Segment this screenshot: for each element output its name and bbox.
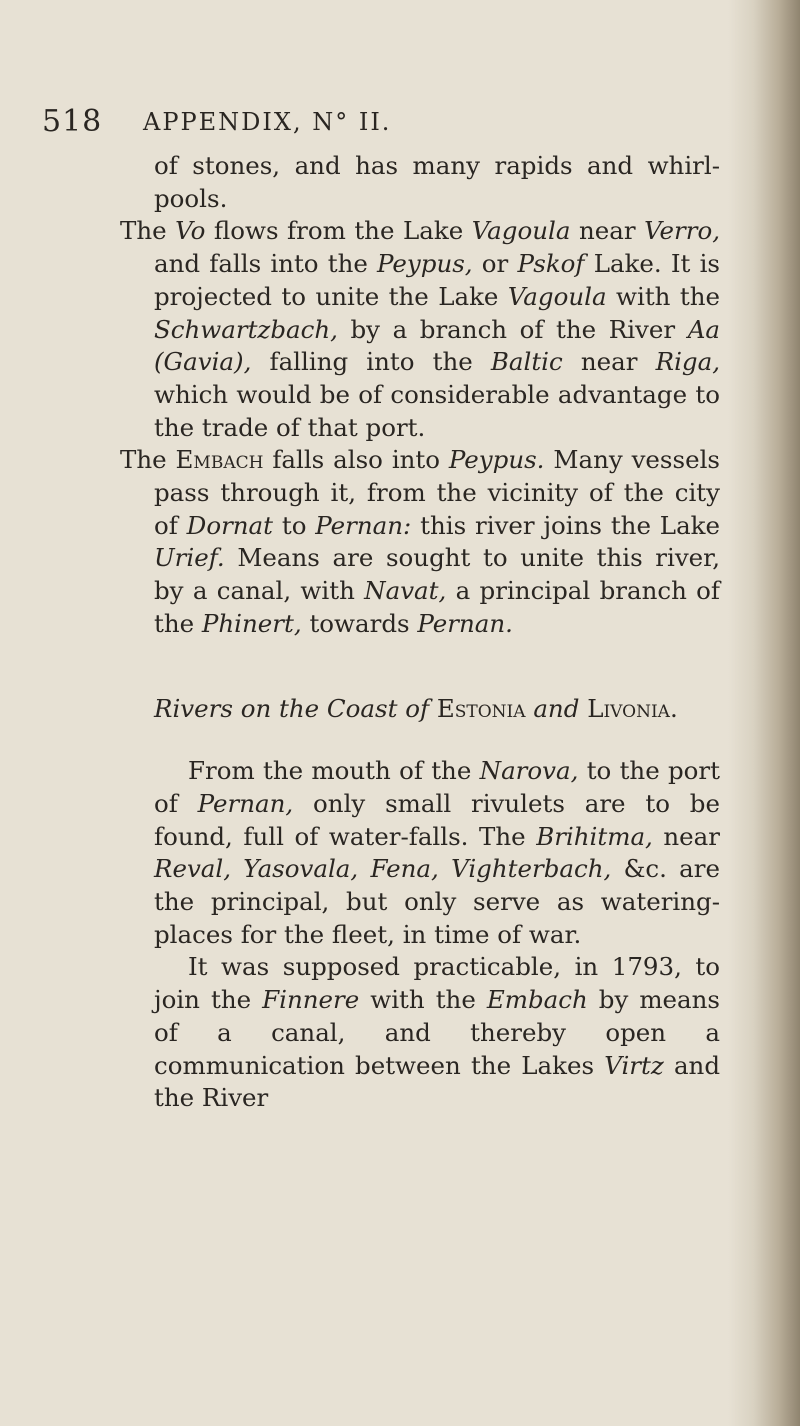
running-title: APPENDIX, N° II. bbox=[143, 108, 392, 136]
paragraph-canal-project: It was supposed practicable, in 1793, to join the Finnere with the Embach by means of a canal, and thereby open a communication between the Lakes Virtz and the River bbox=[154, 952, 721, 1113]
page-text bbox=[120, 150, 720, 1115]
paragraph-continued: of stones, and has many rapids and whirl-pools. bbox=[154, 151, 720, 213]
paragraph-vo-river: The Vo flows from the Lake Vagoula near Verro, and falls into the Peypus, or Pskof Lake. It is projected to unite the Lake Vagoula with the Schwartzbach, by a branch of the River Aa (Gavia), falling into the Baltic near Riga, which would be of considerable advantage to the trade of that port. bbox=[120, 216, 721, 442]
paragraph-embach-river: The Embach falls also into Peypus. Many vessels pass through it, from the vicinity of the city of Dornat to Pernan: this river joins the Lake Urief. Means are sought to unite this river, by a canal, with Navat, a principal branch of the Phinert, towards Pernan. bbox=[120, 445, 721, 638]
section-title: Rivers on the Coast of Estonia and Livonia. bbox=[154, 693, 678, 723]
page-edge-shadow bbox=[728, 0, 800, 1426]
page-number: 518 bbox=[42, 104, 103, 139]
paragraph-coast-rivers: From the mouth of the Narova, to the port of Pernan, only small rivulets are to be found, full of water-falls. The Brihitma, near Reval, Yasovala, Fena, Vighterbach, &c. are the principal, but only serve as watering-places for the fleet, in time of war. bbox=[154, 756, 720, 949]
